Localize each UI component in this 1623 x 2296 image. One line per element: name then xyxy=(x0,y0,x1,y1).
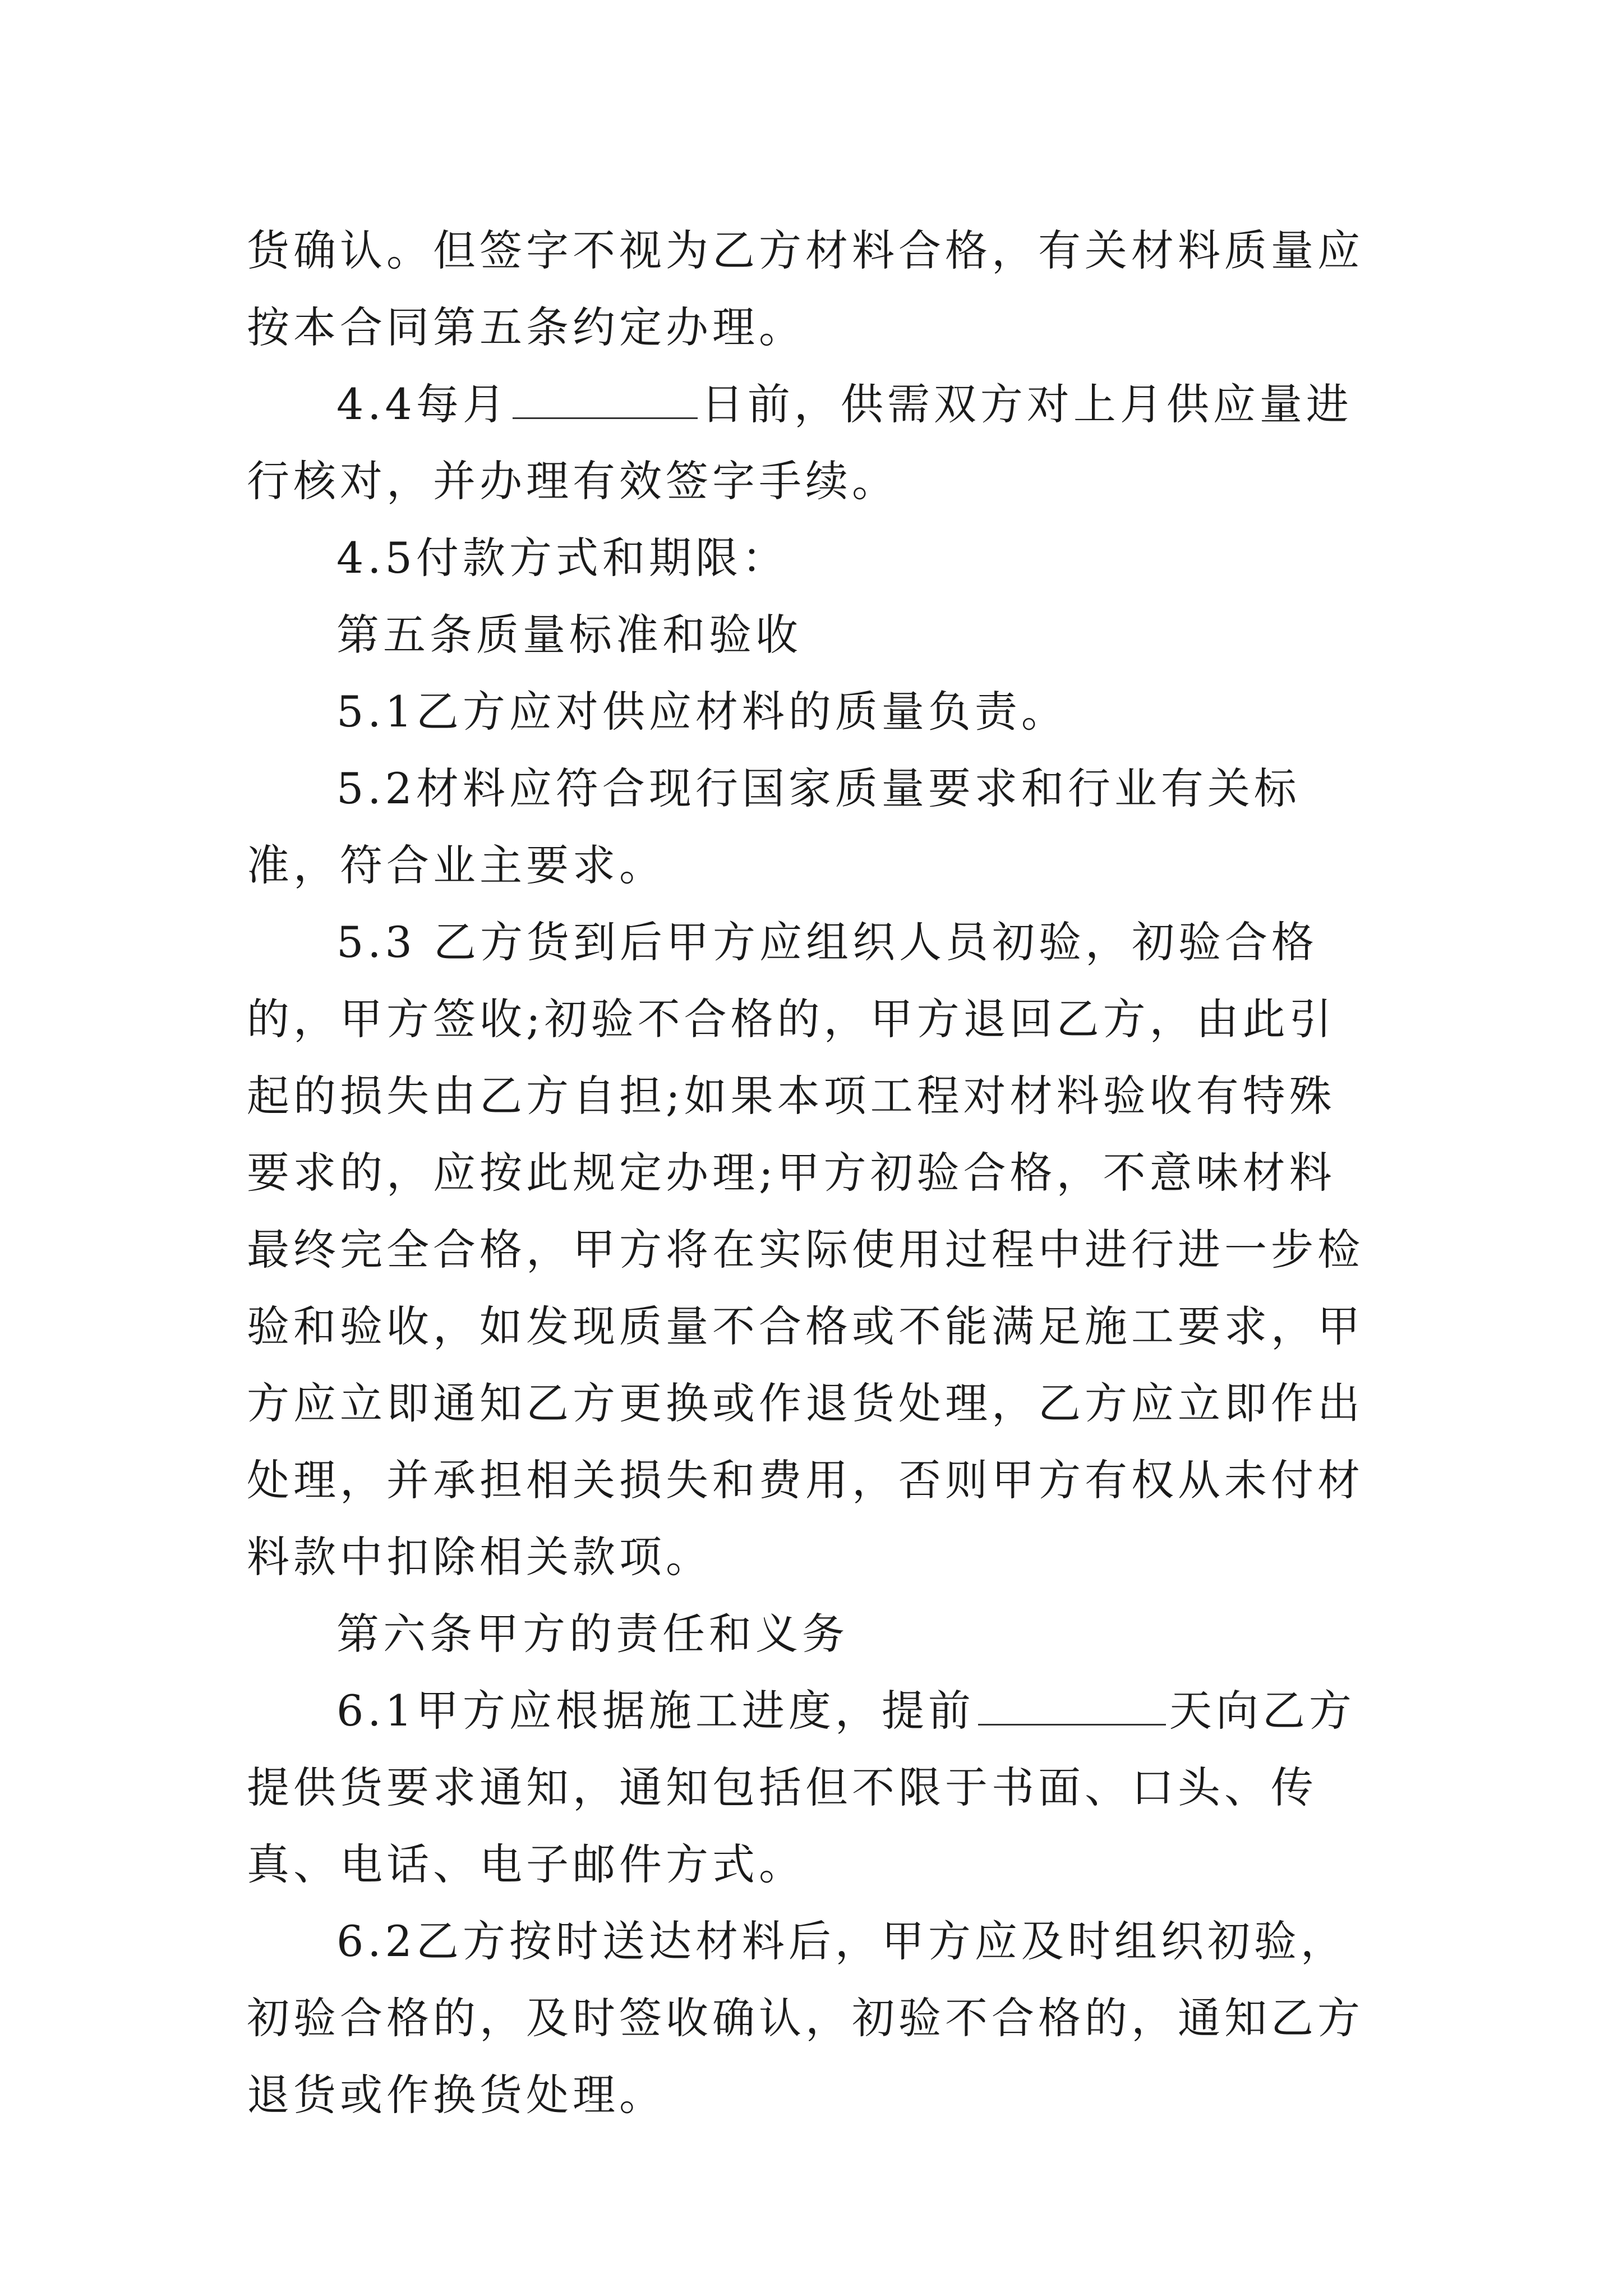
section-heading-text: 第六条甲方的责任和义务 xyxy=(336,1609,849,1659)
clause-text: 5.1乙方应对供应材料的质量负责。 xyxy=(336,687,1068,737)
clause-5-1 xyxy=(247,673,1380,750)
document-body xyxy=(247,212,1380,2133)
fill-in-blank[interactable] xyxy=(513,381,698,419)
clause-text-before-blank: 6.1甲方应根据施工进度，提前 xyxy=(336,1686,975,1736)
clause-text: 4.5付款方式和期限： xyxy=(336,533,789,583)
section-heading-6 xyxy=(247,1595,1380,1672)
clause-5-3 xyxy=(247,904,1380,1595)
clause-text: 5.3 乙方货到后甲方应组织人员初验，初验合格的，甲方签收;初验不合格的，甲方退回乙方，由此引起的损失由乙方自担;如果本项工程对材料验收有特殊要求的，应按此规定办理;甲方初验合格，不意味材料最终完全合格，甲方将在实际使用过程中进行进一步检验和验收，如发现质量不合格或不能满足施工要求，甲方应立即通知乙方更换或作退货处理，乙方应立即作出处理，并承担相关损失和费用，否则甲方有权从未付材料款中扣除相关款项。 xyxy=(247,917,1364,1582)
clause-6-2 xyxy=(247,1903,1380,2133)
section-heading-5 xyxy=(247,596,1380,673)
fill-in-blank[interactable] xyxy=(978,1688,1166,1726)
paragraph-text: 货确认。但签字不视为乙方材料合格，有关材料质量应按本合同第五条约定办理。 xyxy=(247,226,1364,352)
clause-text-after-blank: 天向乙方提供货要求通知，通知包括但不限于书面、口头、传真、电话、电子邮件方式。 xyxy=(247,1686,1355,1889)
clause-text-before-blank: 4.4每月 xyxy=(336,379,509,429)
section-heading-text: 第五条质量标准和验收 xyxy=(336,610,802,660)
clause-text: 5.2材料应符合现行国家质量要求和行业有关标准，符合业主要求。 xyxy=(247,763,1301,890)
clause-4-4 xyxy=(247,366,1380,519)
paragraph-continuation xyxy=(247,212,1380,366)
clause-4-5 xyxy=(247,519,1380,596)
clause-text: 6.2乙方按时送达材料后，甲方应及时组织初验，初验合格的，及时签收确认，初验不合格的，通知乙方退货或作换货处理。 xyxy=(247,1916,1364,2120)
clause-5-2 xyxy=(247,750,1380,904)
clause-6-1 xyxy=(247,1672,1380,1903)
clause-text-after-blank: 日前，供需双方对上月供应量进行核对，并办理有效签字手续。 xyxy=(247,379,1353,506)
